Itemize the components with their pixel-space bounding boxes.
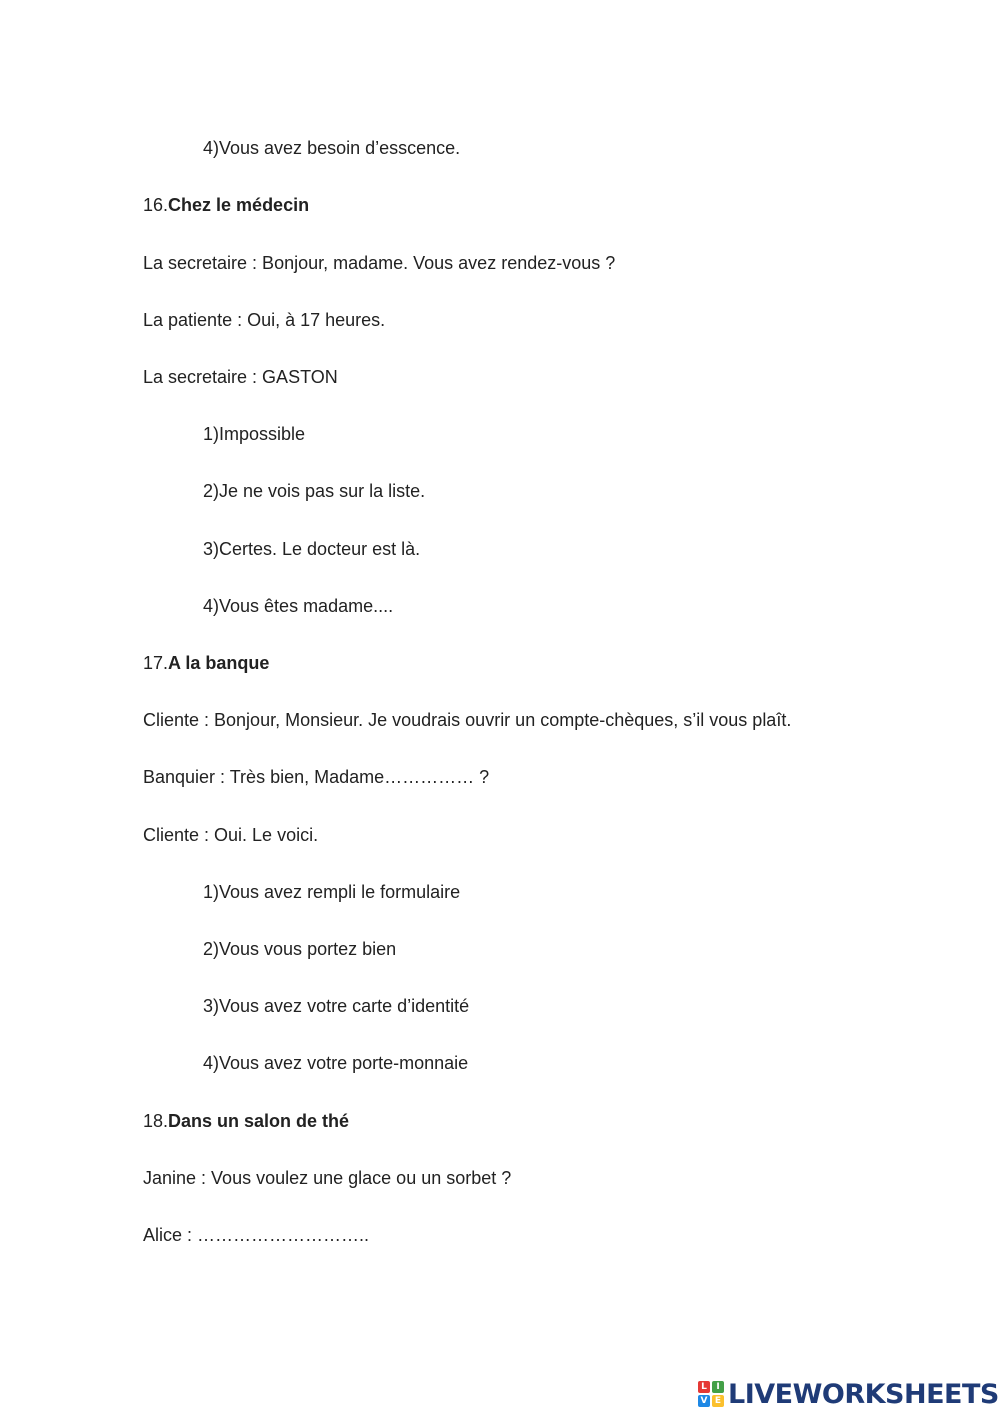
dialogue-line: Alice : ……………………….. xyxy=(143,1225,370,1245)
option-line: 3)Certes. Le docteur est là. xyxy=(203,539,421,559)
logo-tile: V xyxy=(698,1395,710,1407)
logo-tile: I xyxy=(712,1381,724,1393)
dialogue-line: Janine : Vous voulez une glace ou un sorbet ? xyxy=(143,1168,512,1188)
brand-name: LIVEWORKSHEETS xyxy=(728,1378,999,1410)
option-line: 4)Vous avez besoin d’esscence. xyxy=(203,138,461,158)
logo-tile: L xyxy=(698,1381,710,1393)
question-title: A la banque xyxy=(168,653,270,673)
option-line: 1)Impossible xyxy=(203,424,306,444)
option-line: 4)Vous avez votre porte-monnaie xyxy=(203,1053,469,1073)
dialogue-line: Cliente : Oui. Le voici. xyxy=(143,825,319,845)
dialogue-line: La secretaire : GASTON xyxy=(143,367,338,387)
dialogue-line: La secretaire : Bonjour, madame. Vous avez rendez-vous ? xyxy=(143,253,616,273)
option-line: 1)Vous avez rempli le formulaire xyxy=(203,882,461,902)
dialogue-line: La patiente : Oui, à 17 heures. xyxy=(143,310,386,330)
option-line: 4)Vous êtes madame.... xyxy=(203,596,394,616)
logo-tiles-icon xyxy=(698,1381,724,1407)
dialogue-line: Cliente : Bonjour, Monsieur. Je voudrais ouvrir un compte-chèques, s’il vous plaît. xyxy=(143,710,792,730)
question-heading-17 xyxy=(143,652,269,674)
option-line: 2)Je ne vois pas sur la liste. xyxy=(203,481,426,501)
question-number: 18. xyxy=(143,1111,169,1131)
option-line: 3)Vous avez votre carte d’identité xyxy=(203,996,470,1016)
question-number: 16. xyxy=(143,195,169,215)
logo-tile: E xyxy=(712,1395,724,1407)
question-heading-18 xyxy=(143,1110,349,1132)
liveworksheets-logo[interactable] xyxy=(698,1379,999,1409)
option-line: 2)Vous vous portez bien xyxy=(203,939,397,959)
dialogue-line: Banquier : Très bien, Madame…………… ? xyxy=(143,767,490,787)
question-title: Chez le médecin xyxy=(168,195,310,215)
question-title: Dans un salon de thé xyxy=(168,1111,350,1131)
question-number: 17. xyxy=(143,653,169,673)
question-heading-16 xyxy=(143,194,309,216)
